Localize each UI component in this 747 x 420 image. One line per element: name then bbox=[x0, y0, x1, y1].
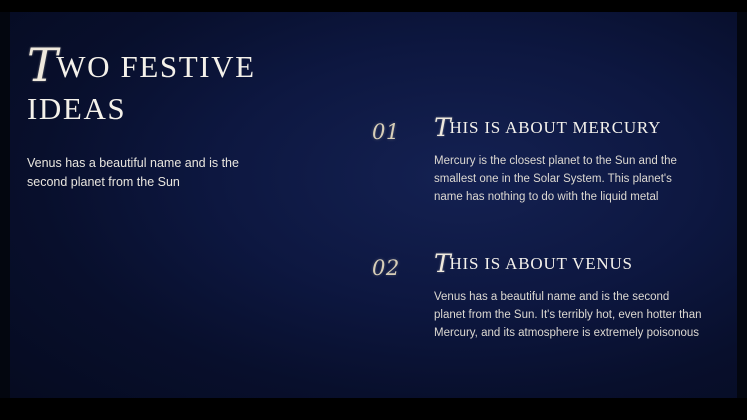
slide-subtitle: Venus has a beautiful name and is the second planet from the Sun bbox=[27, 156, 239, 189]
slide-heading-block bbox=[27, 38, 277, 192]
item-description: Mercury is the closest planet to the Sun and the smallest one in the Solar System. This planet's name has nothing to do with the liquid metal bbox=[434, 155, 677, 203]
page-title bbox=[27, 38, 277, 130]
item-title-text: HIS IS ABOUT VENUS bbox=[449, 254, 633, 273]
item-body bbox=[434, 249, 702, 342]
slide-right-edge bbox=[737, 0, 747, 420]
item-number: 01 bbox=[372, 120, 400, 144]
content-list bbox=[372, 113, 702, 390]
title-second-line: IDEAS bbox=[27, 91, 127, 126]
item-title bbox=[434, 113, 702, 142]
item-title bbox=[434, 249, 702, 278]
title-first-line: WO FESTIVE bbox=[56, 49, 256, 84]
slide-left-edge bbox=[0, 0, 10, 420]
item-title-dropcap: T bbox=[434, 249, 452, 278]
list-item bbox=[372, 113, 702, 206]
item-title-text: HIS IS ABOUT MERCURY bbox=[449, 118, 662, 137]
item-number: 02 bbox=[372, 256, 400, 280]
title-dropcap: T bbox=[27, 38, 60, 92]
item-title-dropcap: T bbox=[434, 113, 452, 142]
list-item bbox=[372, 249, 702, 342]
item-description: Venus has a beautiful name and is the second planet from the Sun. It's terribly hot, even hotter than Mercury, and its atmosphere is extremely poisonous bbox=[434, 291, 702, 339]
item-body bbox=[434, 113, 702, 206]
